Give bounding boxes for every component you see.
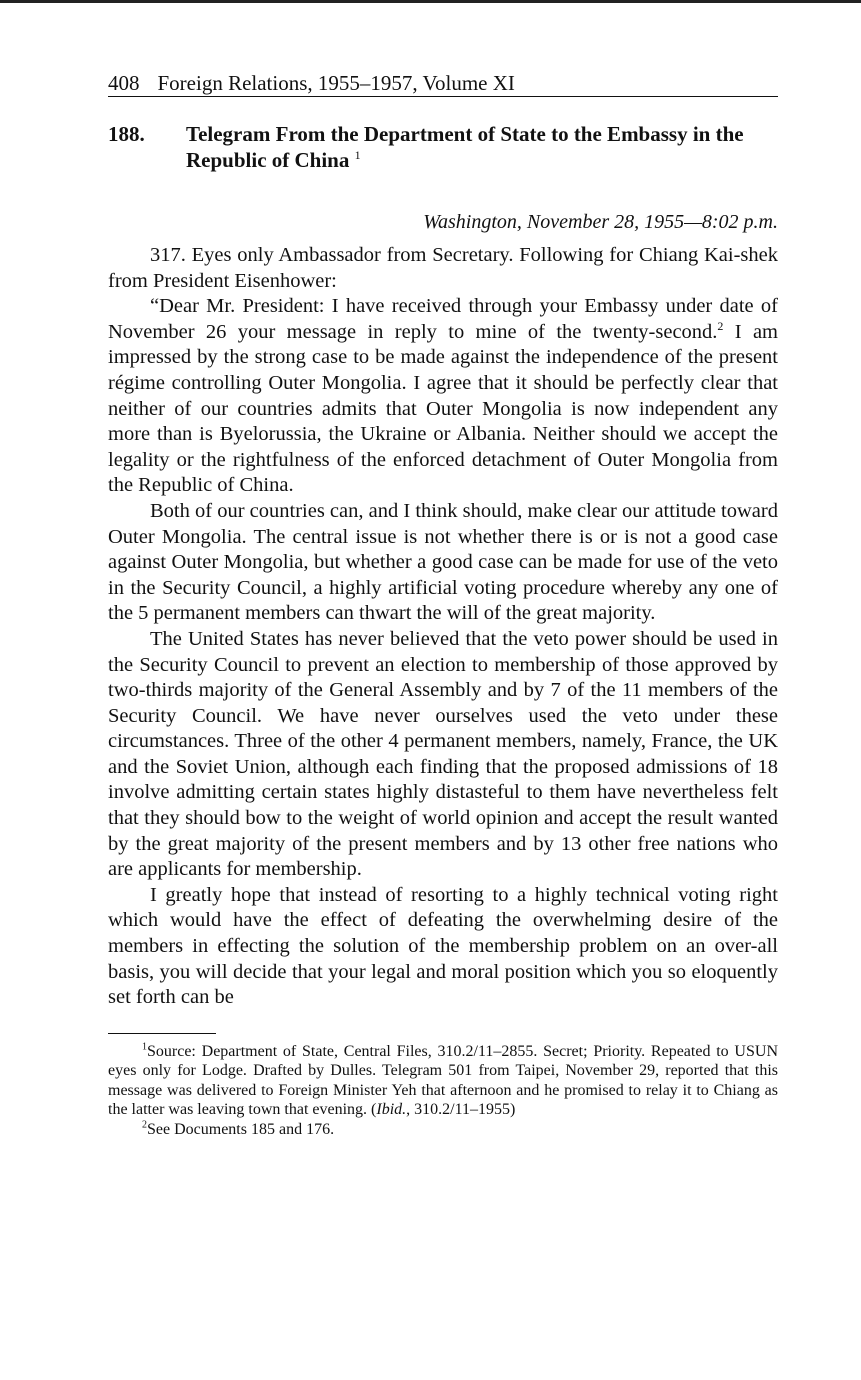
paragraph-2 [108, 294, 778, 499]
footnote-1-citation: , 310.2/11–1955) [406, 1101, 516, 1119]
footnote-ref-2[interactable]: 2 [717, 318, 724, 333]
publication-title: Foreign Relations, 1955–1957, Volume XI [157, 71, 515, 95]
footnote-ref-1[interactable]: 1 [354, 148, 361, 162]
paragraph-2-part-1: “Dear Mr. President: I have received through your Embassy under date of November 26 your message in reply to mine of the twenty-second. [108, 295, 778, 343]
footnote-1-mark: 1 [142, 1041, 147, 1053]
document-number: 188. [108, 122, 145, 146]
footnote-1-text: Source: Department of State, Central Files, 310.2/11–2855. Secret; Priority. Repeated to USUN eyes only for Lodge. Drafted by Dulles. Telegram 501 from Taipei, November 29, reported that this message was delivered to Foreign Minister Yeh that afternoon and he promised to relay it to Chiang as the latter was leaving town that evening. ( [108, 1042, 778, 1119]
footnote-2-text: See Documents 185 and 176. [147, 1120, 335, 1138]
paragraph-3: Both of our countries can, and I think should, make clear our attitude toward Outer Mongolia. The central issue is not whether there is or is not a good case against Outer Mongolia, but whether a good case can be made for use of the veto in the Security Council, a highly artificial voting procedure whereby any one of the 5 permanent members can thwart the will of the great majority. [108, 499, 778, 625]
footnote-2-mark: 2 [142, 1119, 147, 1131]
footnote-1 [108, 1042, 778, 1120]
footnote-2 [108, 1120, 778, 1140]
document-page [108, 70, 778, 1139]
document-heading [108, 121, 778, 173]
top-border-rule [0, 0, 861, 3]
document-title: Telegram From the Department of State to the Embassy in the Republic of China [186, 122, 744, 172]
telegram-body [108, 243, 778, 1011]
paragraph-1: 317. Eyes only Ambassador from Secretary. Following for Chiang Kai-shek from President Eisenhower: [108, 244, 778, 292]
document-title-block [186, 121, 778, 173]
dateline: Washington, November 28, 1955—8:02 p.m. [423, 211, 778, 233]
paragraph-2-part-2: I am impressed by the strong case to be made against the independence of the present régime controlling Outer Mongolia. I agree that it should be perfectly clear that neither of our countries admits that Outer Mongolia is now independent any more than is Byelorussia, the Ukraine or Albania. Neither should we accept the legality or the rightfulness of the enforced detachment of Outer Mongolia from the Republic of China. [108, 320, 779, 497]
paragraph-5: I greatly hope that instead of resorting to a highly technical voting right which would have the effect of defeating the overwhelming desire of the members in effecting the solution of the membership problem on an over-all basis, you will decide that your legal and moral position which you so eloquently set forth can be [108, 883, 778, 1009]
footnote-separator [108, 1033, 216, 1034]
running-head [108, 70, 778, 97]
page-number: 408 [108, 71, 140, 95]
footnotes [108, 1042, 778, 1140]
footnote-1-ibid: Ibid. [376, 1101, 407, 1119]
paragraph-4: The United States has never believed that the veto power should be used in the Security Council to prevent an election to membership of those approved by two-thirds majority of the General Assembly and by 7 of the 11 members of the Security Council. We have never ourselves used the veto under these circumstances. Three of the other 4 permanent members, namely, France, the UK and the Soviet Union, although each finding that the proposed admissions of 18 involve admitting certain states highly distasteful to them have nevertheless felt that they should bow to the weight of world opinion and accept the result wanted by the great majority of the present members and by 13 other free nations who are applicants for membership. [108, 627, 778, 881]
